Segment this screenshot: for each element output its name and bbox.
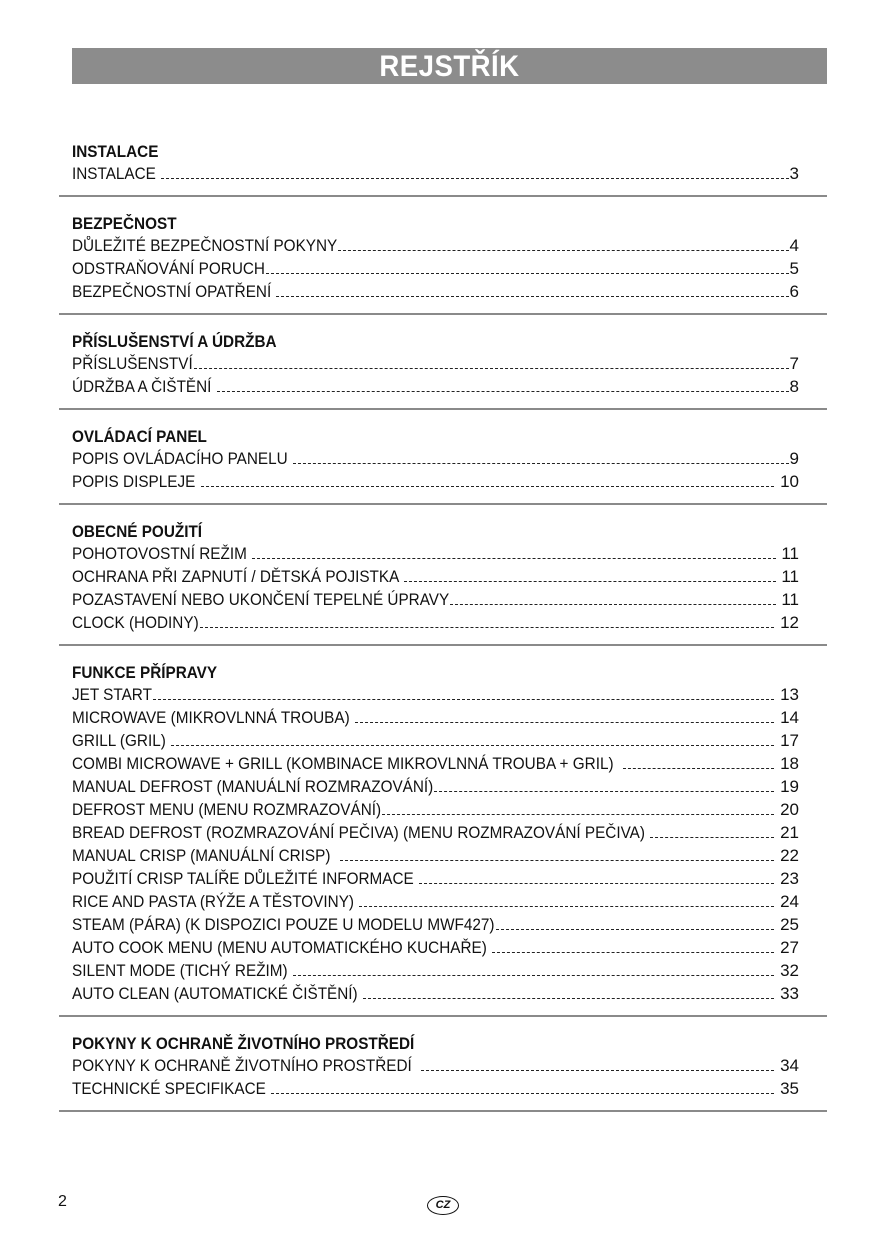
toc-entry-page: 19 <box>775 777 799 796</box>
toc-entry-label: SILENT MODE (TICHÝ REŽIM) <box>72 961 292 980</box>
toc-entry[interactable] <box>72 162 799 185</box>
toc-entry-page: 21 <box>775 823 799 842</box>
toc-entry-label: GRILL (GRIL) <box>72 731 171 750</box>
toc-entry[interactable] <box>72 775 799 798</box>
dot-leader <box>433 775 775 798</box>
toc-entry-page: 35 <box>775 1079 799 1098</box>
dot-leader <box>495 913 776 936</box>
toc-entry-page: 8 <box>789 377 799 396</box>
toc-entry[interactable] <box>72 611 799 634</box>
toc-entry-page: 34 <box>775 1056 799 1075</box>
toc-entry[interactable] <box>72 867 799 890</box>
dot-leader <box>362 982 775 1005</box>
page-title: REJSTŘÍK <box>379 50 520 83</box>
dot-leader <box>292 959 775 982</box>
toc-entry-label: POZASTAVENÍ NEBO UKONČENÍ TEPELNÉ ÚPRAVY <box>72 590 450 609</box>
toc-entry-label: DŮLEŽITÉ BEZPEČNOSTNÍ POKYNY <box>72 236 338 255</box>
toc-entry[interactable] <box>72 470 799 493</box>
toc-entry-page: 33 <box>775 984 799 1003</box>
toc-entry-label: JET START <box>72 685 152 704</box>
section-title: POKYNY K OCHRANĚ ŽIVOTNÍHO PROSTŘEDÍ <box>72 1034 415 1053</box>
toc-entry[interactable] <box>72 821 799 844</box>
toc-entry[interactable] <box>72 375 799 398</box>
dot-leader <box>152 683 775 706</box>
dot-leader <box>622 752 775 775</box>
dot-leader <box>339 844 775 867</box>
dot-leader <box>403 565 777 588</box>
toc-entry-page: 11 <box>776 590 799 609</box>
toc-entry-label: PŘÍSLUŠENSTVÍ <box>72 354 193 373</box>
toc-entry-page: 23 <box>775 869 799 888</box>
toc-entry-page: 12 <box>775 613 799 632</box>
toc-entry-page: 13 <box>775 685 799 704</box>
toc-entry-label: POHOTOVOSTNÍ REŽIM <box>72 544 252 563</box>
dot-leader <box>270 1077 775 1100</box>
dot-leader <box>354 706 775 729</box>
toc-entry-page: 7 <box>789 354 799 373</box>
dot-leader <box>275 280 789 303</box>
toc-entry-page: 24 <box>775 892 799 911</box>
dot-leader <box>292 447 790 470</box>
dot-leader <box>199 611 776 634</box>
toc-entry-label: POPIS DISPLEJE <box>72 472 200 491</box>
toc-entry-label: INSTALACE <box>72 164 161 183</box>
toc-entry-page: 27 <box>775 938 799 957</box>
toc-entry-label: BEZPEČNOSTNÍ OPATŘENÍ <box>72 282 276 301</box>
toc-entry[interactable] <box>72 1054 799 1077</box>
page-number: 2 <box>58 1193 67 1210</box>
title-bar <box>72 48 827 84</box>
section-title: BEZPEČNOST <box>72 214 177 233</box>
toc-entry[interactable] <box>72 959 799 982</box>
toc-entry-page: 11 <box>776 544 799 563</box>
table-of-contents <box>72 141 799 1128</box>
toc-section <box>72 213 799 331</box>
dot-leader <box>649 821 775 844</box>
toc-entry[interactable] <box>72 844 799 867</box>
toc-entry[interactable] <box>72 752 799 775</box>
dot-leader <box>265 257 790 280</box>
toc-section <box>72 662 799 1033</box>
toc-entry[interactable] <box>72 706 799 729</box>
toc-entry-label: ÚDRŽBA A ČIŠTĚNÍ <box>72 377 216 396</box>
toc-entry[interactable] <box>72 982 799 1005</box>
section-title: FUNKCE PŘÍPRAVY <box>72 663 218 682</box>
toc-entry[interactable] <box>72 936 799 959</box>
toc-entry[interactable] <box>72 447 799 470</box>
toc-section <box>72 141 799 213</box>
toc-entry[interactable] <box>72 683 799 706</box>
section-title: OVLÁDACÍ PANEL <box>72 427 207 446</box>
toc-entry-page: 32 <box>775 961 799 980</box>
toc-entry-page: 9 <box>789 449 799 468</box>
toc-entry-label: POKYNY K OCHRANĚ ŽIVOTNÍHO PROSTŘEDÍ <box>72 1056 421 1075</box>
toc-section <box>72 1033 799 1128</box>
dot-leader <box>337 234 789 257</box>
toc-entry[interactable] <box>72 352 799 375</box>
toc-entry-label: CLOCK (HODINY) <box>72 613 199 632</box>
toc-entry-label: RICE AND PASTA (RÝŽE A TĚSTOVINY) <box>72 892 359 911</box>
toc-entry-label: OCHRANA PŘI ZAPNUTÍ / DĚTSKÁ POJISTKA <box>72 567 403 586</box>
dot-leader <box>449 588 776 611</box>
toc-entry[interactable] <box>72 913 799 936</box>
toc-entry-label: AUTO CLEAN (AUTOMATICKÉ ČIŠTĚNÍ) <box>72 984 362 1003</box>
toc-section <box>72 331 799 426</box>
section-title: INSTALACE <box>72 142 159 161</box>
toc-entry-page: 25 <box>775 915 799 934</box>
toc-entry-page: 18 <box>775 754 799 773</box>
toc-entry-label: MANUAL CRISP (MANUÁLNÍ CRISP) <box>72 846 339 865</box>
toc-entry-page: 6 <box>789 282 799 301</box>
toc-entry-page: 3 <box>789 164 799 183</box>
dot-leader <box>381 798 775 821</box>
toc-entry-page: 22 <box>775 846 799 865</box>
toc-entry-label: ODSTRAŇOVÁNÍ PORUCH <box>72 259 265 278</box>
toc-entry[interactable] <box>72 565 799 588</box>
toc-entry-label: DEFROST MENU (MENU ROZMRAZOVÁNÍ) <box>72 800 382 819</box>
toc-entry-page: 10 <box>775 472 799 491</box>
toc-entry-page: 11 <box>776 567 799 586</box>
dot-leader <box>170 729 775 752</box>
toc-entry-page: 20 <box>775 800 799 819</box>
toc-entry-label: MICROWAVE (MIKROVLNNÁ TROUBA) <box>72 708 354 727</box>
toc-entry[interactable] <box>72 257 799 280</box>
toc-section <box>72 521 799 662</box>
dot-leader <box>216 375 790 398</box>
toc-entry[interactable] <box>72 729 799 752</box>
dot-leader <box>200 470 776 493</box>
toc-entry-page: 4 <box>789 236 799 255</box>
toc-entry-page: 17 <box>775 731 799 750</box>
toc-section <box>72 426 799 521</box>
toc-entry[interactable] <box>72 588 799 611</box>
dot-leader <box>420 1054 775 1077</box>
toc-entry[interactable] <box>72 234 799 257</box>
toc-entry-label: TECHNICKÉ SPECIFIKACE <box>72 1079 271 1098</box>
toc-entry-label: STEAM (PÁRA) (K DISPOZICI POUZE U MODELU MWF427) <box>72 915 495 934</box>
dot-leader <box>251 542 777 565</box>
toc-entry-label: BREAD DEFROST (ROZMRAZOVÁNÍ PEČIVA) (MENU ROZMRAZOVÁNÍ PEČIVA) <box>72 823 650 842</box>
toc-entry[interactable] <box>72 890 799 913</box>
toc-entry[interactable] <box>72 280 799 303</box>
country-badge-icon: CZ <box>427 1196 459 1215</box>
toc-entry-label: POPIS OVLÁDACÍHO PANELU <box>72 449 292 468</box>
toc-entry[interactable] <box>72 1077 799 1100</box>
dot-leader <box>358 890 775 913</box>
dot-leader <box>491 936 775 959</box>
toc-entry[interactable] <box>72 798 799 821</box>
dot-leader <box>193 352 790 375</box>
dot-leader <box>160 162 789 185</box>
dot-leader <box>418 867 775 890</box>
toc-entry-label: MANUAL DEFROST (MANUÁLNÍ ROZMRAZOVÁNÍ) <box>72 777 434 796</box>
section-title: PŘÍSLUŠENSTVÍ A ÚDRŽBA <box>72 332 277 351</box>
section-title: OBECNÉ POUŽITÍ <box>72 522 203 541</box>
toc-entry-label: POUŽITÍ CRISP TALÍŘE DŮLEŽITÉ INFORMACE <box>72 869 419 888</box>
toc-entry-label: AUTO COOK MENU (MENU AUTOMATICKÉHO KUCHAŘE) <box>72 938 492 957</box>
toc-entry-page: 14 <box>775 708 799 727</box>
toc-entry[interactable] <box>72 542 799 565</box>
toc-entry-label: COMBI MICROWAVE + GRILL (KOMBINACE MIKROVLNNÁ TROUBA + GRIL) <box>72 754 623 773</box>
toc-entry-page: 5 <box>789 259 799 278</box>
